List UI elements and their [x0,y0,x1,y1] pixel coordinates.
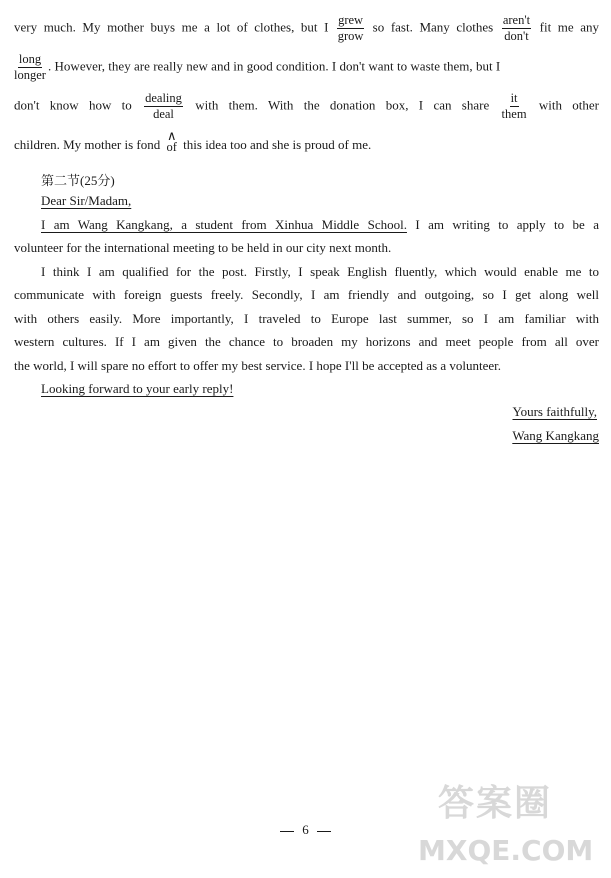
text-line: children. My mother is fond ∧ of this idea too and she is proud of me. [14,129,372,154]
caret-icon: ∧ [166,129,177,144]
correction [14,53,46,82]
correction [337,14,364,43]
text-line: with others easily. More importantly, I traveled to Europe last summer, so I am familiar with [14,311,599,326]
original-word: deal [153,107,174,121]
text-line: I think I am qualified for the post. Firstly, I speak English fluently, which would enable me to [41,264,599,279]
corrected-word: dealing [145,91,182,105]
page-footer [0,822,611,838]
original-word: longer [14,68,46,82]
text-line: volunteer for the international meeting to be held in our city next month. [14,240,392,255]
corrected-word: grew [338,13,364,27]
text-line: don't know how to dealing deal with them. With the donation box, I can share it them with other [14,91,599,121]
section-heading: 第二节(25分) [41,173,115,188]
closing-line: Looking forward to your early reply! [41,381,234,396]
original-word: them [501,107,527,121]
insertion-mark [166,131,176,153]
correction [502,92,527,121]
text-line: very much. My mother buys me a lot of clothes, but I grew grow so fast. Many clothes aren't don't fit me any [14,13,600,43]
text-line: the world, I will spare no effort to offer my best service. I hope I'll be accepted as a volunteer. [14,358,502,373]
corrected-word: it [510,91,518,105]
page-number: 6 [302,822,309,837]
signoff: Yours faithfully, [512,404,597,419]
text-line: long longer . However, they are really new and in good condition. I don't want to waste them, but I [14,52,501,82]
text-line: western cultures. If I am given the chance to broaden my horizons and meet people from all over [14,334,599,349]
watermark-logo: 答案圈 [438,783,553,824]
original-word: grow [337,29,364,43]
corrected-word: long [18,52,42,66]
original-word: don't [504,29,529,43]
watermark-url: MXQE.COM [418,834,594,867]
correction [502,14,531,43]
correction [144,92,183,121]
corrected-word: aren't [502,13,531,27]
salutation: Dear Sir/Madam, [41,193,132,208]
text-line: communicate with foreign guests freely. Secondly, I am friendly and outgoing, so I get along well [14,287,599,302]
dash-icon [280,831,294,832]
underlined-intro: I am Wang Kangkang, a student from Xinhua Middle School. [41,217,407,232]
inserted-word: of [166,140,177,154]
signature-name: Wang Kangkang [512,428,599,443]
dash-icon [317,831,331,832]
text-line: I am Wang Kangkang, a student from Xinhua Middle School. I am writing to apply to be a [41,217,599,232]
